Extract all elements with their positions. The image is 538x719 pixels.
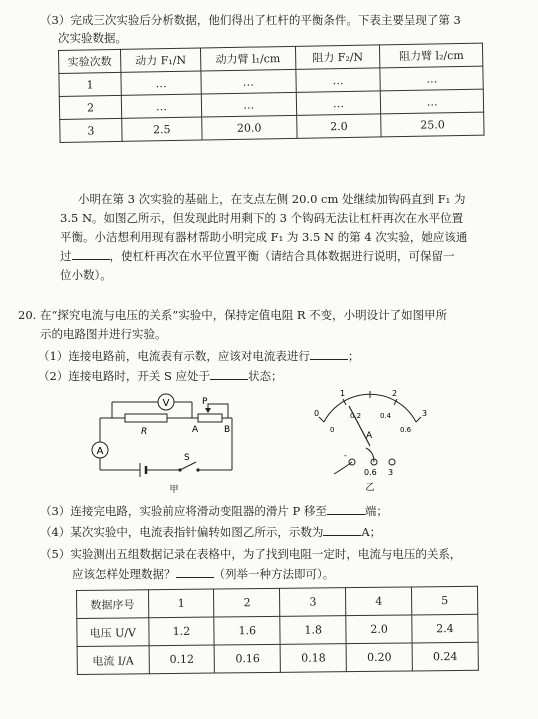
q20-sub3-text: （3）连接完电路，实验前应将滑动变阻器的滑片 P 移至 — [40, 504, 327, 518]
table-header-cell: 2 — [214, 588, 280, 617]
table-cell: 1.8 — [280, 616, 346, 645]
answer-blank[interactable] — [176, 566, 214, 578]
terminal-label: 3 — [388, 468, 394, 477]
resistor-symbol — [125, 414, 167, 422]
ammeter-dial — [300, 382, 440, 494]
dial-inner-label: 0.2 — [350, 412, 362, 420]
answer-blank[interactable] — [327, 503, 365, 515]
table-cell: 2.5 — [122, 117, 202, 141]
lever-data-table — [58, 43, 485, 143]
table-header-cell: 阻力 F₂/N — [295, 45, 380, 69]
resistor-label: R — [141, 427, 148, 437]
table-header-cell: 1 — [148, 589, 214, 618]
table-cell: 2.0 — [296, 114, 381, 138]
slider-arrow — [205, 408, 211, 413]
table-cell: … — [201, 92, 296, 117]
slider-label: P — [202, 397, 208, 407]
table-cell: 0.18 — [280, 644, 346, 673]
table-cell: … — [201, 69, 296, 94]
q3-para-line1: 小明在第 3 次实验的基础上，在支点左侧 20.0 cm 处继续加钩码直到 F₁ 为 — [78, 192, 466, 206]
table-cell: 20.0 — [202, 115, 297, 140]
figure-yi-caption: 乙 — [365, 483, 375, 493]
q3-para-line5: 位小数）。 — [60, 268, 112, 282]
terminal-label: 0.6 — [364, 468, 377, 477]
table-header-row — [77, 586, 478, 618]
q20-sub5-text: 应该怎样处理数据？ — [72, 567, 176, 581]
table-cell: 2.0 — [346, 615, 412, 644]
table-header-cell: 阻力臂 l₂/cm — [380, 43, 483, 68]
dial-inner-label: 0.4 — [380, 412, 392, 420]
table-header-cell: 实验次数 — [59, 49, 121, 73]
table-row — [77, 642, 478, 674]
dial-unit-label: A — [366, 431, 373, 441]
dial-outer-label: 1 — [340, 389, 346, 398]
table-row-label: 电压 U/V — [77, 618, 149, 647]
table-cell: 0.16 — [215, 644, 281, 673]
dial-outer-label: 3 — [422, 409, 428, 418]
table-cell: 1 — [59, 72, 121, 96]
answer-blank[interactable] — [323, 524, 361, 536]
dial-outer-label: 0 — [314, 409, 320, 418]
q20-intro-line2: 示的电路图并进行实验。 — [40, 327, 167, 341]
q20-sub5-end: （列举一种方法即可）。 — [213, 567, 335, 581]
terminal-wire — [334, 462, 352, 474]
table-header-cell: 4 — [346, 587, 412, 616]
dial-outer-label: 2 — [392, 389, 398, 398]
table-cell: 2 — [59, 95, 121, 119]
switch-blade — [180, 462, 196, 470]
slider-wire — [208, 404, 228, 418]
ammeter-label: A — [96, 446, 104, 457]
table-cell: 0.20 — [346, 643, 412, 672]
table-cell: 1.2 — [148, 617, 214, 646]
answer-blank[interactable] — [310, 348, 348, 360]
table-header-cell: 3 — [280, 588, 346, 617]
terminal-wire — [366, 448, 374, 462]
q3-para-line3: 平衡。小洁想利用现有器材帮助小明完成 F₁ 为 3.5 N 的第 4 次实验，她应该通 — [60, 230, 468, 244]
dial-tick — [416, 417, 421, 422]
q3-para-line4-end: ，使杠杆再次在水平位置平衡（请结合具体数据进行说明，可保留一 — [109, 249, 455, 263]
switch-label: S — [184, 453, 190, 463]
table-cell: 0.12 — [149, 645, 215, 674]
table-cell: 3 — [60, 118, 122, 142]
table-header-cell: 5 — [412, 586, 478, 615]
q20-sub3-end: 端； — [364, 504, 388, 518]
rheostat-end-b-label: B — [224, 425, 231, 435]
table-cell: 2.4 — [412, 614, 478, 643]
answer-blank[interactable] — [72, 248, 110, 260]
figure-jia-caption: 甲 — [169, 485, 179, 495]
q20-sub4-text: （4）某次实验中，电流表指针偏转如图乙所示，示数为 — [40, 525, 324, 539]
q20-sub1 — [38, 348, 359, 364]
q20-sub5-line2 — [72, 566, 334, 582]
switch-contact — [196, 468, 199, 471]
table-header-cell: 动力 F₁/N — [120, 48, 200, 72]
q20-sub2-text: （2）连接电路时，开关 S 应处于 — [38, 369, 211, 383]
dial-inner-label: 0.6 — [400, 426, 412, 434]
voltmeter-label: V — [162, 398, 170, 409]
voltage-current-table — [76, 586, 479, 675]
rheostat-end-a-label: A — [192, 425, 199, 435]
dial-ticks — [319, 391, 421, 422]
q20-sub4-end: A； — [361, 525, 382, 539]
table-cell: … — [380, 66, 483, 91]
q20-sub1-text: （1）连接电路前，电流表有示数，应该对电流表进行 — [38, 349, 310, 363]
q3-intro-line2: 次实验数据。 — [58, 31, 127, 45]
table-cell: 0.24 — [412, 642, 478, 671]
q3-para-line2: 3.5 N。如图乙所示，但发现此时用剩下的 3 个钩码无法让杠杆再次在水平位置 — [60, 211, 464, 225]
q20-intro-line1: 20. 在“探究电流与电压的关系”实验中，保持定值电阻 R 不变，小明设计了如图甲所 — [18, 308, 448, 322]
q20-sub4 — [40, 524, 381, 540]
q20-sub5-line1: （5）实验测出五组数据记录在表格中，为了找到电阻一定时，电流与电压的关系， — [40, 547, 462, 561]
dial-inner-label: 0 — [330, 426, 335, 434]
table-row — [77, 614, 478, 646]
q3-para-line4-start: 过 — [60, 249, 72, 263]
q3-intro-line1: （3）完成三次实验后分析数据，他们得出了杠杆的平衡条件。下表主要呈现了第 3 — [40, 13, 461, 27]
q3-para-line4 — [60, 248, 455, 264]
table-cell: 25.0 — [381, 112, 484, 137]
table-cell: … — [121, 94, 201, 118]
table-header-cell: 动力臂 l₁/cm — [200, 46, 295, 71]
circuit-diagram — [80, 384, 260, 496]
q20-sub2 — [38, 368, 283, 384]
table-cell: … — [295, 68, 380, 92]
q20-sub3 — [40, 503, 388, 519]
switch-contact — [178, 468, 181, 471]
table-cell: 1.6 — [214, 616, 280, 645]
answer-blank[interactable] — [210, 368, 248, 380]
dial-tick — [319, 417, 324, 422]
terminal — [389, 459, 395, 465]
table-cell: … — [296, 91, 381, 115]
terminal-label: - — [344, 451, 347, 460]
q20-sub1-end: ； — [347, 349, 360, 363]
rheostat-symbol — [198, 414, 222, 422]
table-cell: … — [121, 71, 201, 95]
dial-arc — [324, 394, 416, 422]
table-row-label: 电流 I/A — [77, 646, 149, 675]
q20-sub2-end: 状态； — [248, 369, 283, 383]
table-cell: … — [381, 89, 484, 114]
table-header-cell: 数据序号 — [77, 590, 149, 619]
